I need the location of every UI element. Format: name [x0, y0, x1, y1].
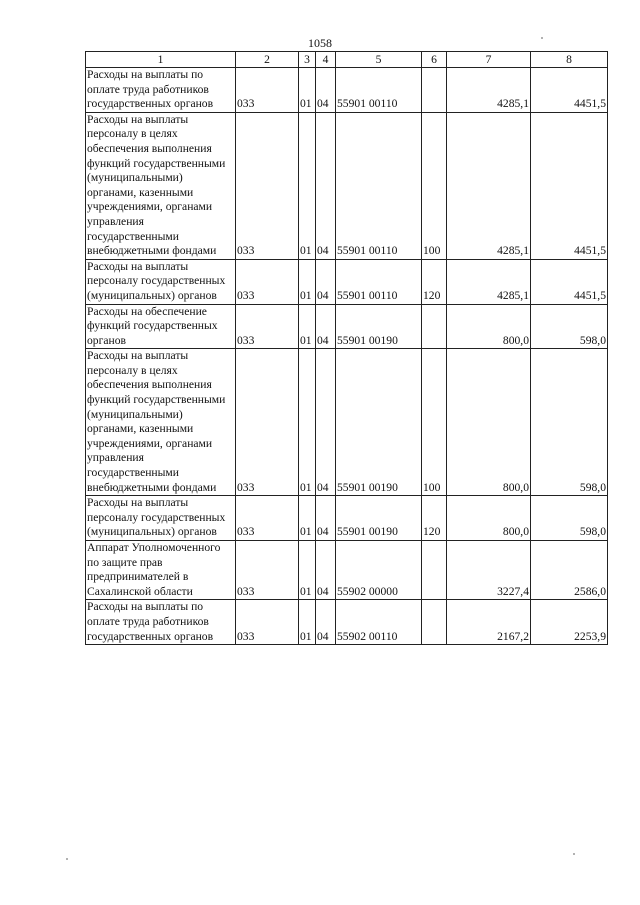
expense-name: Аппарат Уполномоченного по защите прав предпринимателей в Сахалинской области — [86, 541, 236, 600]
expense-type-code: 120 — [422, 259, 447, 304]
target-article-code: 55901 00190 — [336, 349, 422, 496]
amount-col7: 2167,2 — [447, 600, 531, 645]
amount-col8: 598,0 — [531, 349, 608, 496]
ministry-code: 033 — [236, 541, 299, 600]
ministry-code: 033 — [236, 112, 299, 259]
amount-col7: 4285,1 — [447, 259, 531, 304]
subsection-code: 04 — [316, 112, 336, 259]
expense-type-code: 100 — [422, 112, 447, 259]
scan-speck — [541, 37, 543, 39]
section-code: 01 — [299, 541, 316, 600]
table-row — [86, 304, 608, 349]
subsection-code: 04 — [316, 259, 336, 304]
expense-name: Расходы на обеспечение функций государственных органов — [86, 304, 236, 349]
target-article-code: 55901 00110 — [336, 259, 422, 304]
target-article-code: 55901 00110 — [336, 112, 422, 259]
scan-speck — [573, 853, 575, 855]
amount-col8: 2253,9 — [531, 600, 608, 645]
amount-col8: 2586,0 — [531, 541, 608, 600]
amount-col7: 800,0 — [447, 304, 531, 349]
expense-name: Расходы на выплаты по оплате труда работников государственных органов — [86, 600, 236, 645]
table-row — [86, 259, 608, 304]
section-code: 01 — [299, 600, 316, 645]
ministry-code: 033 — [236, 304, 299, 349]
subsection-code: 04 — [316, 68, 336, 113]
target-article-code: 55901 00110 — [336, 68, 422, 113]
subsection-code: 04 — [316, 600, 336, 645]
section-code: 01 — [299, 304, 316, 349]
amount-col8: 4451,5 — [531, 112, 608, 259]
column-header: 5 — [336, 52, 422, 68]
table-row — [86, 541, 608, 600]
target-article-code: 55901 00190 — [336, 304, 422, 349]
expense-name: Расходы на выплаты по оплате труда работников государственных органов — [86, 68, 236, 113]
budget-table — [85, 51, 608, 645]
ministry-code: 033 — [236, 600, 299, 645]
subsection-code: 04 — [316, 349, 336, 496]
subsection-code: 04 — [316, 304, 336, 349]
column-header: 3 — [299, 52, 316, 68]
amount-col8: 598,0 — [531, 304, 608, 349]
subsection-code: 04 — [316, 541, 336, 600]
amount-col8: 598,0 — [531, 496, 608, 541]
amount-col8: 4451,5 — [531, 68, 608, 113]
header-row — [86, 52, 608, 68]
column-header: 1 — [86, 52, 236, 68]
ministry-code: 033 — [236, 259, 299, 304]
amount-col7: 4285,1 — [447, 68, 531, 113]
section-code: 01 — [299, 68, 316, 113]
amount-col7: 4285,1 — [447, 112, 531, 259]
table-row — [86, 349, 608, 496]
page-number: 1058 — [308, 36, 332, 50]
section-code: 01 — [299, 496, 316, 541]
expense-name: Расходы на выплаты персоналу государственных (муниципальных) органов — [86, 496, 236, 541]
amount-col7: 800,0 — [447, 349, 531, 496]
expense-name: Расходы на выплаты персоналу государственных (муниципальных) органов — [86, 259, 236, 304]
target-article-code: 55901 00190 — [336, 496, 422, 541]
target-article-code: 55902 00110 — [336, 600, 422, 645]
column-header: 7 — [447, 52, 531, 68]
section-code: 01 — [299, 349, 316, 496]
amount-col7: 3227,4 — [447, 541, 531, 600]
ministry-code: 033 — [236, 349, 299, 496]
expense-name: Расходы на выплаты персоналу в целях обеспечения выполнения функций государственными (муниципальными) органами, казенными учреждениями, органами управления государственными внебюджетными фондами — [86, 349, 236, 496]
table-row — [86, 496, 608, 541]
expense-name: Расходы на выплаты персоналу в целях обеспечения выполнения функций государственными (муниципальными) органами, казенными учреждениями, органами управления государственными внебюджетными фондами — [86, 112, 236, 259]
table-row — [86, 68, 608, 113]
amount-col8: 4451,5 — [531, 259, 608, 304]
table-row — [86, 600, 608, 645]
ministry-code: 033 — [236, 68, 299, 113]
expense-type-code — [422, 304, 447, 349]
table-row — [86, 112, 608, 259]
scan-speck — [66, 858, 68, 860]
expense-type-code — [422, 68, 447, 113]
expense-type-code: 120 — [422, 496, 447, 541]
ministry-code: 033 — [236, 496, 299, 541]
amount-col7: 800,0 — [447, 496, 531, 541]
column-header: 6 — [422, 52, 447, 68]
column-header: 4 — [316, 52, 336, 68]
section-code: 01 — [299, 259, 316, 304]
expense-type-code — [422, 600, 447, 645]
expense-type-code — [422, 541, 447, 600]
target-article-code: 55902 00000 — [336, 541, 422, 600]
subsection-code: 04 — [316, 496, 336, 541]
expense-type-code: 100 — [422, 349, 447, 496]
column-header: 2 — [236, 52, 299, 68]
section-code: 01 — [299, 112, 316, 259]
column-header: 8 — [531, 52, 608, 68]
